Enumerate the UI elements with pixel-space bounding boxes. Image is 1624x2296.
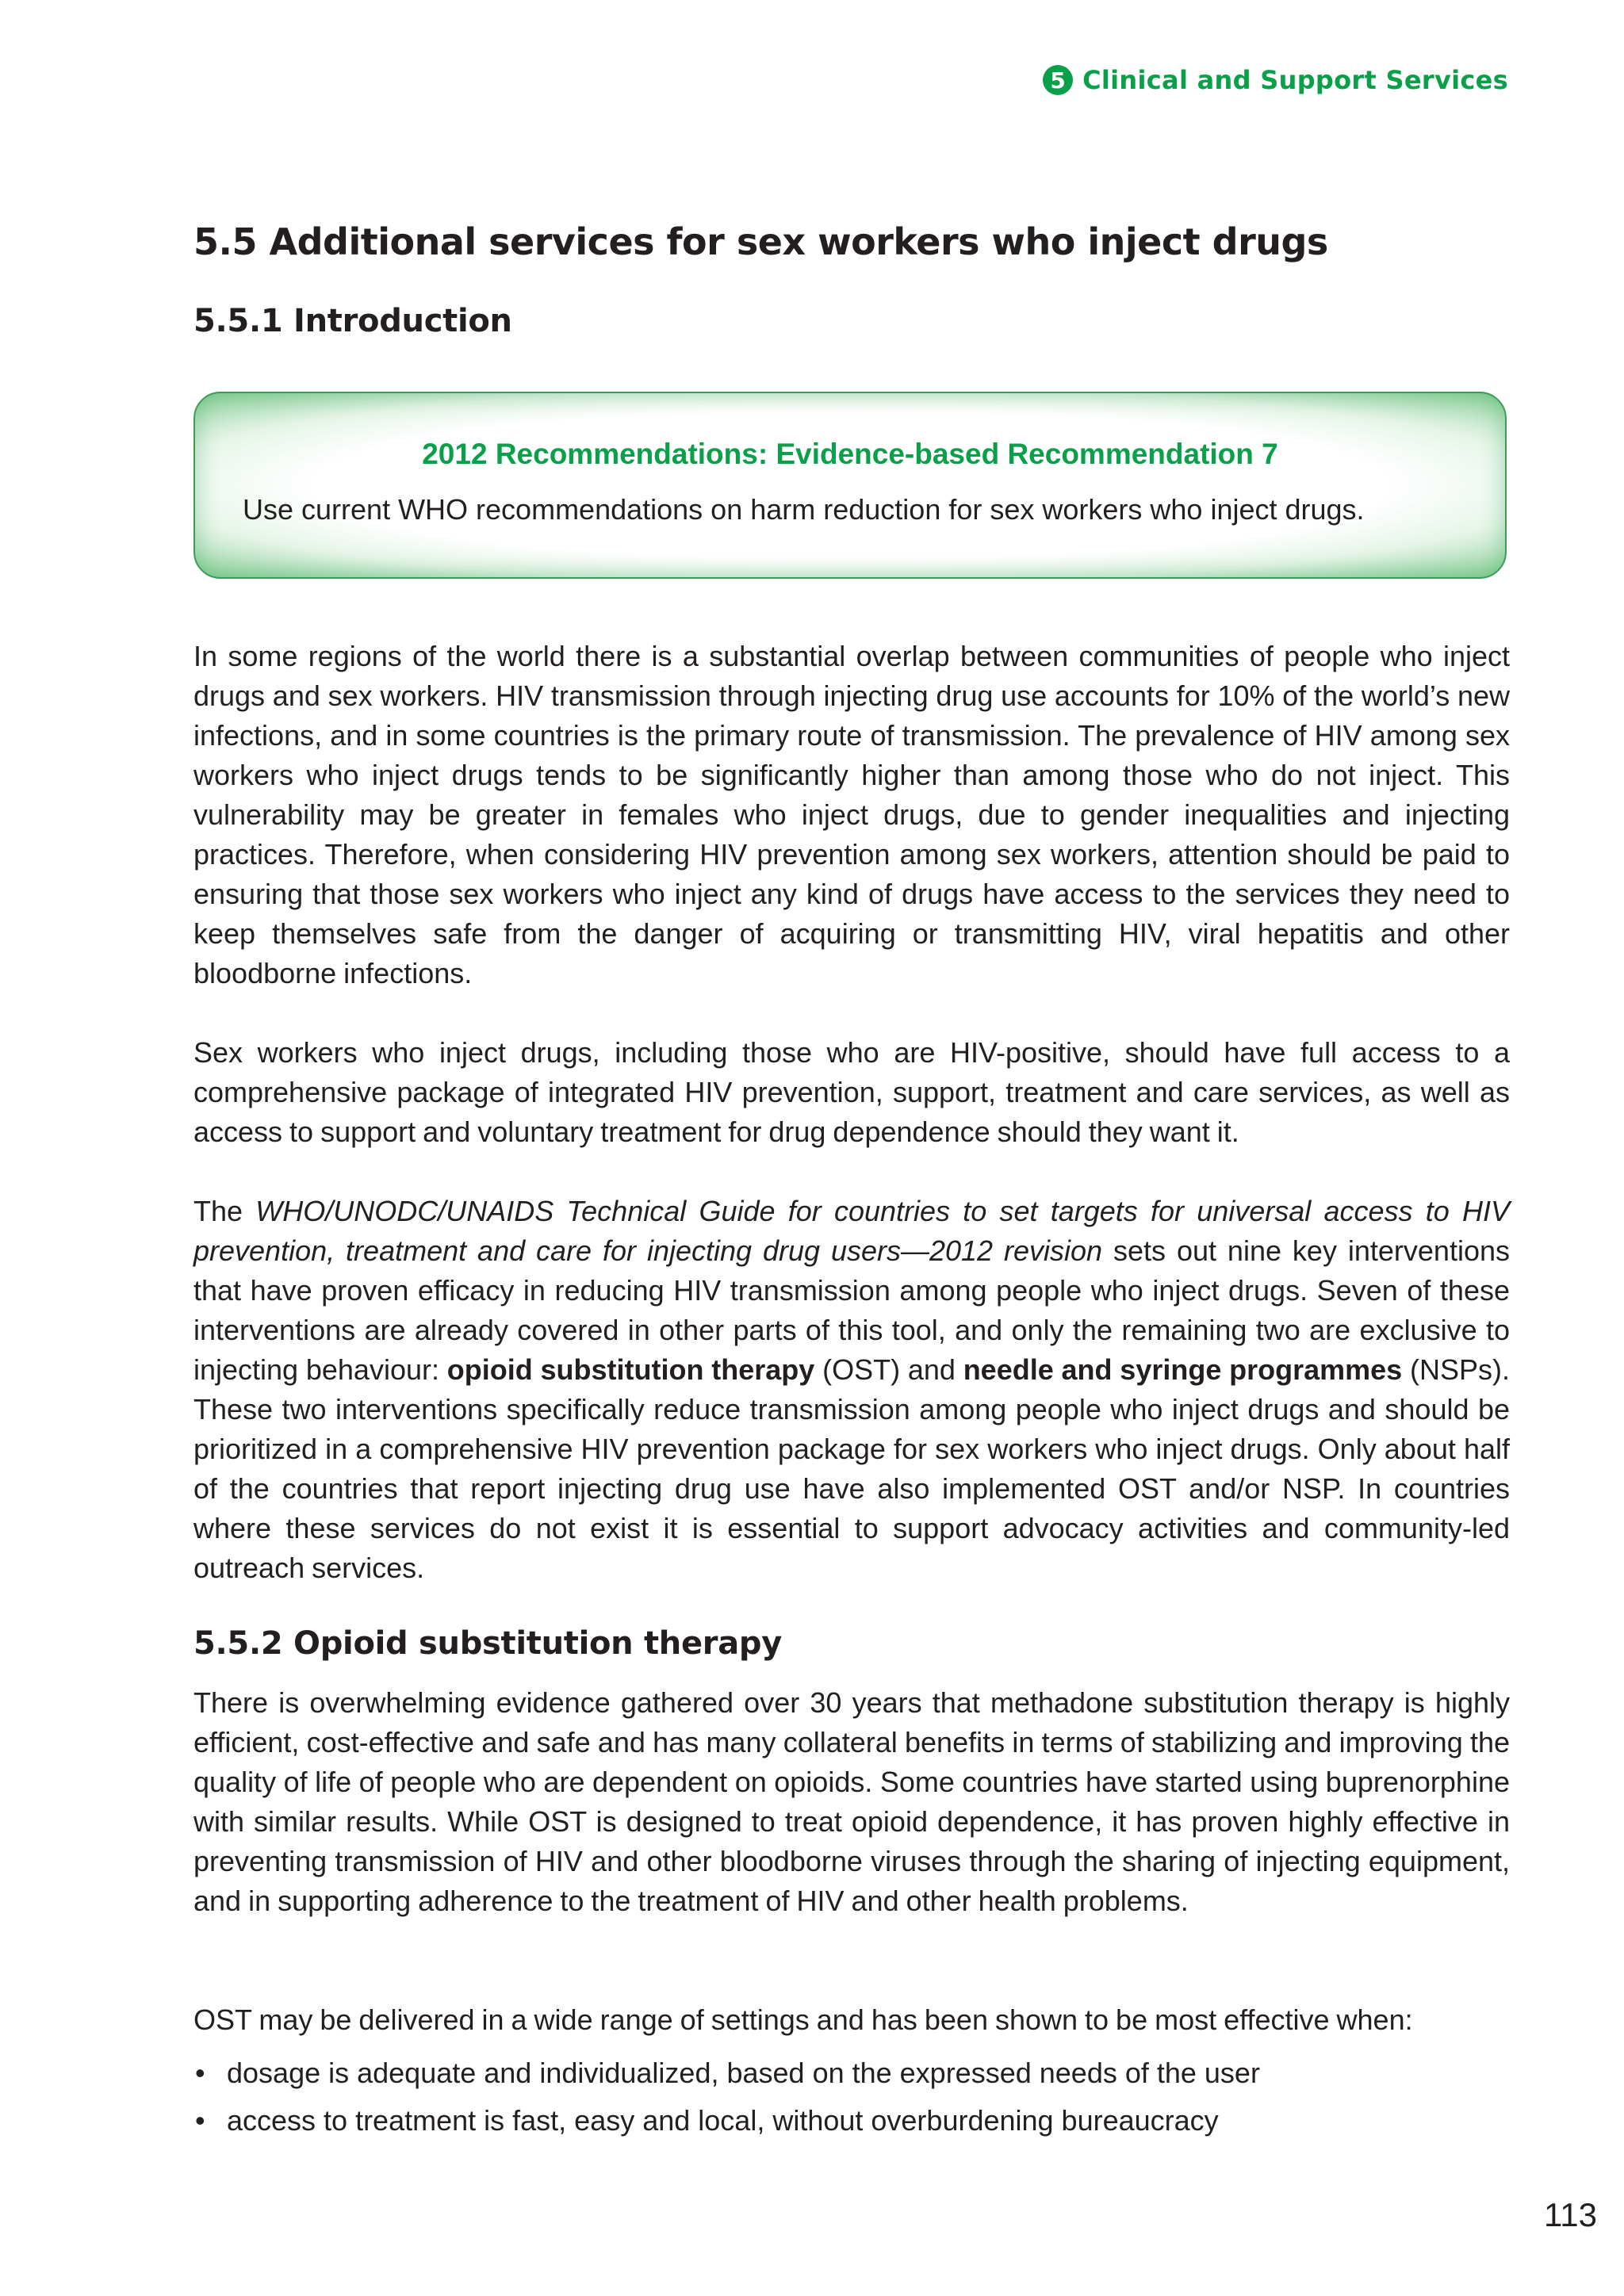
chapter-number-badge: 5	[1043, 65, 1073, 95]
paragraph-overlap: In some regions of the world there is a substantial overlap between communities of people who inject drugs and sex workers. HIV transmission through injecting drug use accounts for 10% of the world’s new infections, and in some countries is the primary route of transmission. The prevalence of HIV among sex workers who inject drugs tends to be significantly higher than among those who do not inject. This vulnerability may be greater in females who inject drugs, due to gender inequalities and injecting practices. Therefore, when considering HIV prevention among sex workers, attention should be paid to ensuring that those sex workers who inject any kind of drugs have access to the services they need to keep themselves safe from the danger of acquiring or transmitting HIV, viral hepatitis and other bloodborne infections.	[193, 640, 1510, 989]
list-item: • dosage is adequate and individualized, based on the expressed needs of the user	[193, 2049, 1510, 2097]
section-title: 5.5 Additional services for sex workers who inject drugs	[193, 220, 1328, 263]
list-item: • access to treatment is fast, easy and local, without overburdening bureaucracy	[193, 2097, 1510, 2145]
paragraph-ost-settings: OST may be delivered in a wide range of settings and has been shown to be most effective when:	[193, 2003, 1413, 2036]
paragraph-ost-evidence: There is overwhelming evidence gathered over 30 years that methadone substitution therapy is highly efficient, cost-effective and safe and has many collateral benefits in terms of stabilizing and improving the quality of life of people who are dependent on opioids. Some countries have started using buprenorphine with similar results. While OST is designed to treat opioid dependence, it has proven highly effective in preventing transmission of HIV and other bloodborne viruses through the sharing of injecting equipment, and in supporting adherence to the treatment of HIV and other health problems.	[193, 1686, 1510, 1917]
term-ost: opioid substitution therapy	[446, 1353, 815, 1386]
p3-text-c: (NSPs). These two interventions specifically reduce transmission among people who inject drugs and should be prioritized in a comprehensive HIV prevention package for sex workers who inject drugs. Only about half of the countries that report injecting drug use have also implemented OST and/or NSP. In countries where these services do not exist it is essential to support advocacy activities and community-led outreach services.	[193, 1353, 1510, 1584]
paragraph-access: Sex workers who inject drugs, including those who are HIV-positive, should have full access to a comprehensive package of integrated HIV prevention, support, treatment and care services, as well as access to support and voluntary treatment for drug dependence should they want it.	[193, 1036, 1510, 1148]
page-number: 113	[1544, 2196, 1597, 2233]
ost-conditions-list	[193, 2049, 1510, 2145]
recommendation-text: Use current WHO recommendations on harm reduction for sex workers who inject drugs.	[243, 493, 1365, 526]
p3-text-a: sets out nine key interventions that have proven efficacy in reducing HIV transmission among people who inject drugs. Seven of these interventions are already covered in other parts of this tool, and only the remaining two are exclusive to injecting behaviour:	[193, 1234, 1510, 1386]
recommendation-title: 2012 Recommendations: Evidence-based Recommendation 7	[422, 438, 1278, 470]
p3-lead: The	[193, 1195, 256, 1227]
paragraph-interventions	[193, 1192, 1510, 1588]
running-header	[1043, 60, 1508, 100]
intro-heading: 5.5.1 Introduction	[193, 303, 512, 339]
recommendation-box	[193, 392, 1507, 579]
chapter-title: Clinical and Support Services	[1082, 65, 1508, 95]
term-nsp: needle and syringe programmes	[963, 1353, 1403, 1386]
ost-heading: 5.5.2 Opioid substitution therapy	[193, 1625, 783, 1662]
p3-text-b: (OST) and	[814, 1353, 963, 1386]
guide-title: WHO/UNODC/UNAIDS Technical Guide for countries to set targets for universal access to HIV prevention, treatment and care for injecting drug users—2012 revision	[193, 1195, 1510, 1267]
